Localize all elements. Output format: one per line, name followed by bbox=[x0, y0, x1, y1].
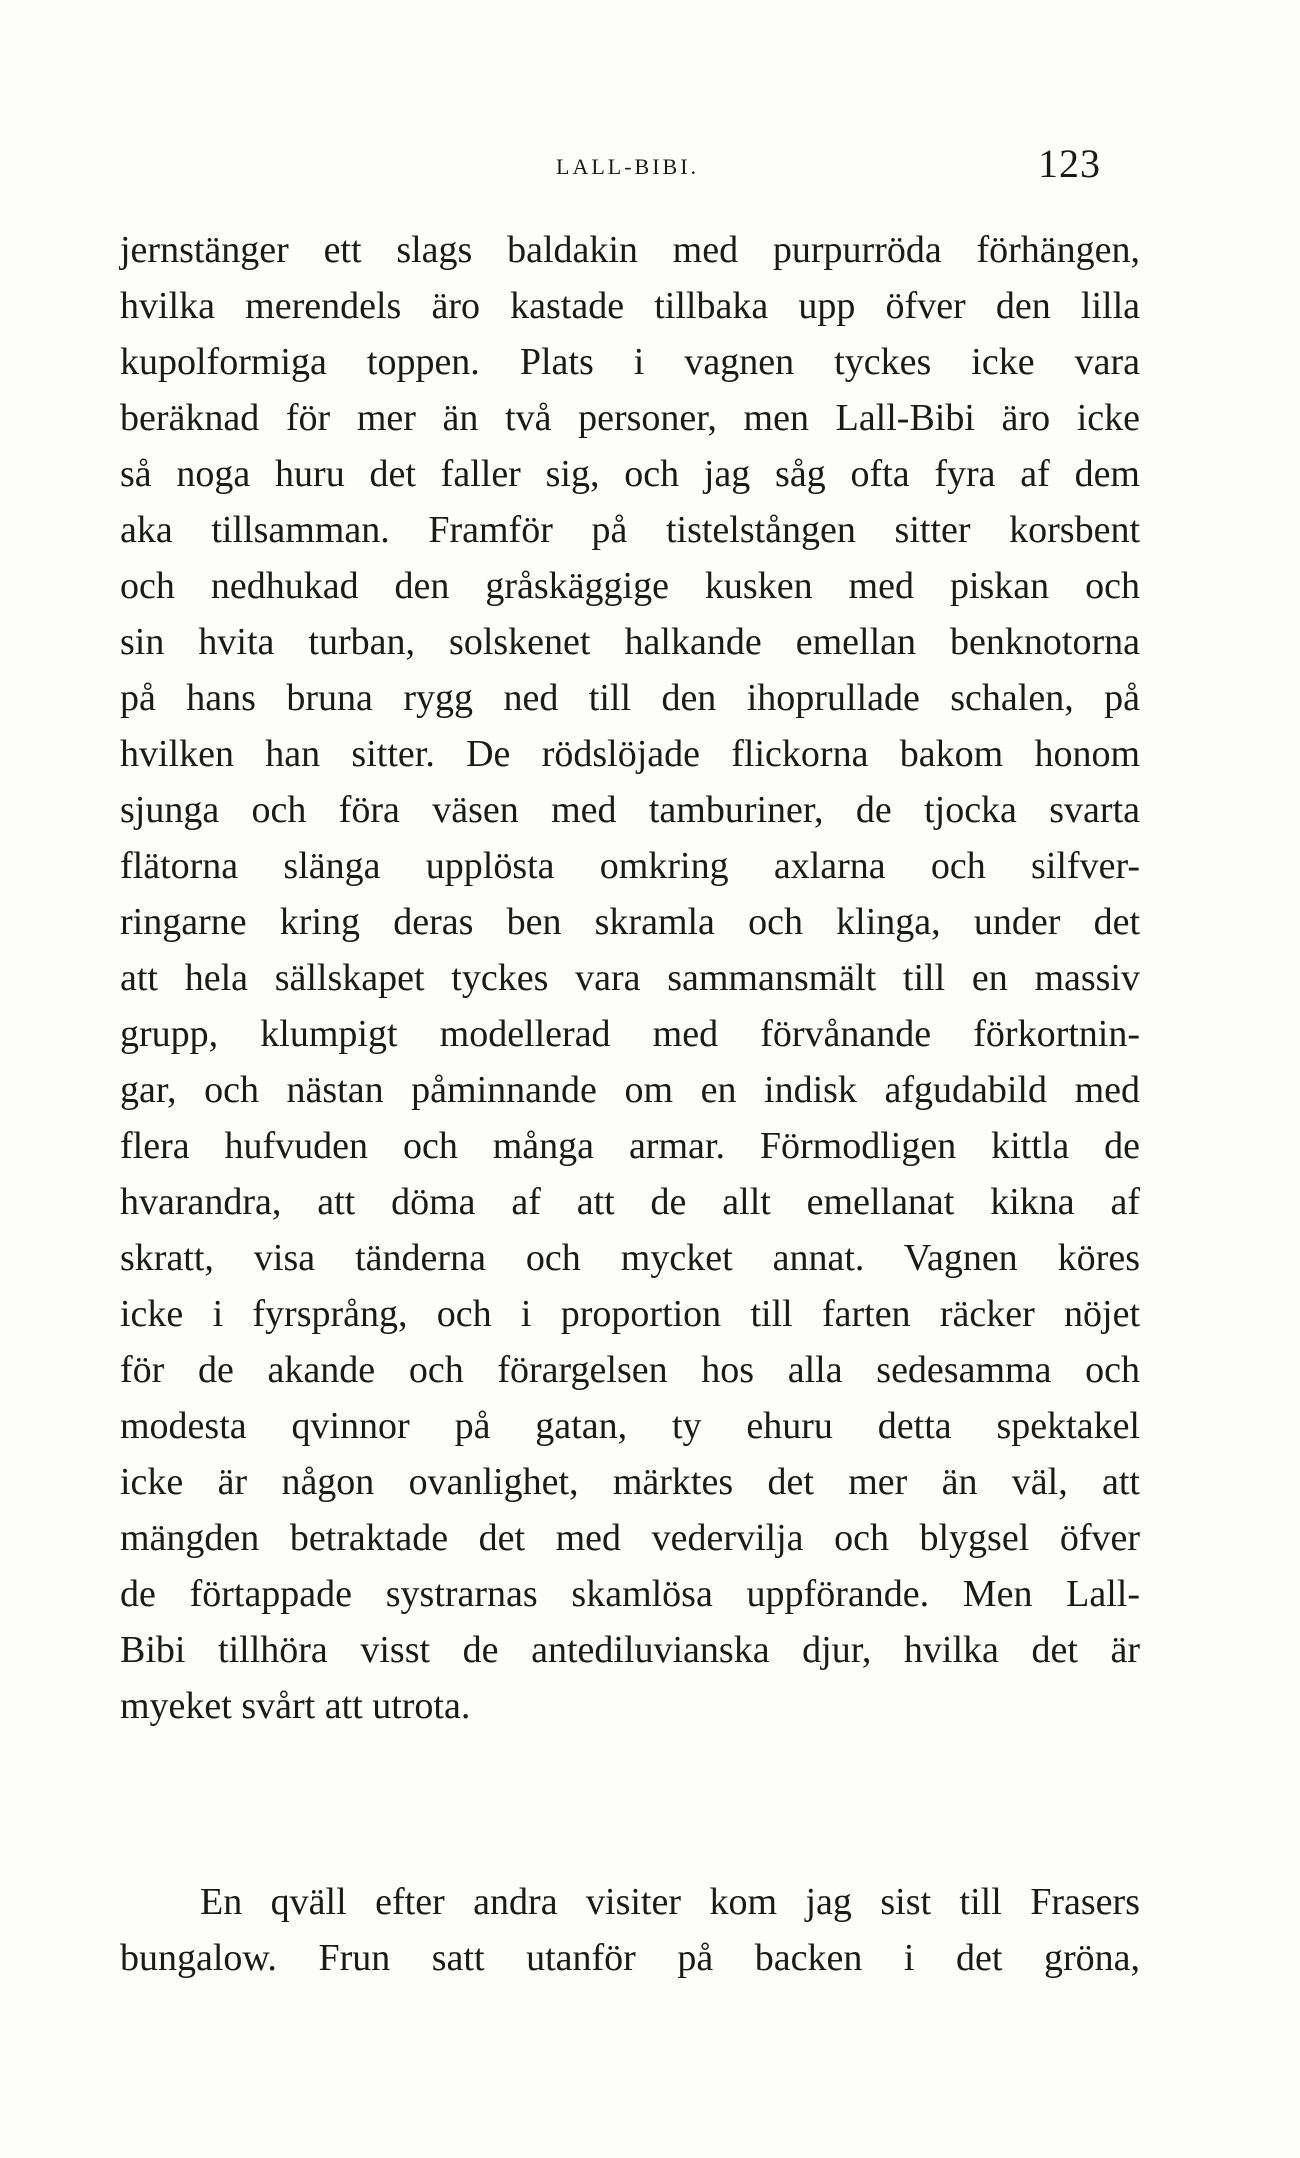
text-line: ringarne kring deras ben skramla och klinga, under det bbox=[120, 901, 1140, 943]
text-line: hvilka merendels äro kastade tillbaka upp öfver den lilla bbox=[120, 285, 1140, 327]
text-line: så noga huru det faller sig, och jag såg ofta fyra af dem bbox=[120, 453, 1140, 495]
section-break bbox=[120, 1734, 1140, 1874]
text-line: beräknad för mer än två personer, men Lall-Bibi äro icke bbox=[120, 397, 1140, 439]
text-line: sin hvita turban, solskenet halkande emellan benknotorna bbox=[120, 621, 1140, 663]
running-head: LALL-BIBI. bbox=[556, 154, 700, 179]
text-line: att hela sällskapet tyckes vara sammansmält till en massiv bbox=[120, 957, 1140, 999]
text-line: aka tillsamman. Framför på tistelstången sitter korsbent bbox=[120, 509, 1140, 551]
text-line: flätorna slänga upplösta omkring axlarna och silfver- bbox=[120, 845, 1140, 887]
text-line: på hans bruna rygg ned till den ihoprullade schalen, på bbox=[120, 677, 1140, 719]
text-line: jernstänger ett slags baldakin med purpurröda förhängen, bbox=[120, 229, 1140, 271]
text-line: icke i fyrsprång, och i proportion till farten räcker nöjet bbox=[120, 1293, 1140, 1335]
text-line: de förtappade systrarnas skamlösa uppförande. Men Lall- bbox=[120, 1573, 1140, 1615]
text-line: sjunga och föra väsen med tamburiner, de tjocka svarta bbox=[120, 789, 1140, 831]
text-line: Bibi tillhöra visst de antediluvianska djur, hvilka det är bbox=[120, 1629, 1140, 1671]
text-line: hvarandra, att döma af att de allt emellanat kikna af bbox=[120, 1181, 1140, 1223]
paragraph-2 bbox=[120, 1874, 1140, 1986]
text-line: grupp, klumpigt modellerad med förvånande förkortnin- bbox=[120, 1013, 1140, 1055]
text-line: flera hufvuden och många armar. Förmodligen kittla de bbox=[120, 1125, 1140, 1167]
text-line: kupolformiga toppen. Plats i vagnen tyckes icke vara bbox=[120, 341, 1140, 383]
text-line: icke är någon ovanlighet, märktes det mer än väl, att bbox=[120, 1461, 1140, 1503]
page-number: 123 bbox=[1038, 141, 1101, 186]
text-line: mängden betraktade det med vedervilja och blygsel öfver bbox=[120, 1517, 1140, 1559]
text-line: bungalow. Frun satt utanför på backen i det gröna, bbox=[120, 1937, 1140, 1979]
body-text bbox=[120, 222, 1140, 1986]
text-line: för de akande och förargelsen hos alla sedesamma och bbox=[120, 1349, 1140, 1391]
text-line: myeket svårt att utrota. bbox=[120, 1685, 471, 1727]
text-line: skratt, visa tänderna och mycket annat. Vagnen köres bbox=[120, 1237, 1140, 1279]
text-line: gar, och nästan påminnande om en indisk afgudabild med bbox=[120, 1069, 1140, 1111]
paragraph-1 bbox=[120, 222, 1140, 1734]
text-line: och nedhukad den gråskäggige kusken med piskan och bbox=[120, 565, 1140, 607]
text-line: modesta qvinnor på gatan, ty ehuru detta spektakel bbox=[120, 1405, 1140, 1447]
text-line: En qväll efter andra visiter kom jag sist till Frasers bbox=[200, 1881, 1140, 1923]
text-line: hvilken han sitter. De rödslöjade flickorna bakom honom bbox=[120, 733, 1140, 775]
